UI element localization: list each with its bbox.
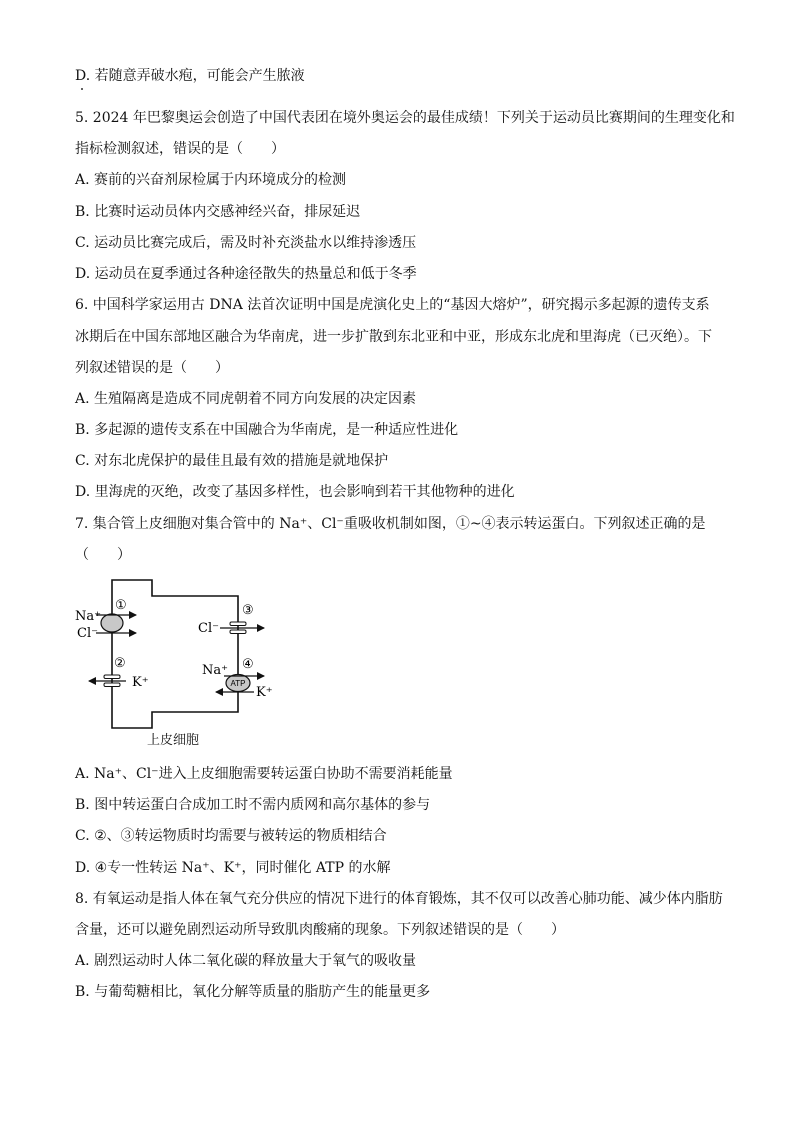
na-label-right: Na⁺ <box>202 663 228 678</box>
stray-dot <box>81 88 83 90</box>
channel-2-bottom <box>104 683 120 687</box>
question-7-stem-line2: （ ） <box>75 547 131 563</box>
option-d-q4: D. 若随意弄破水疱，可能会产生脓液 <box>75 68 305 84</box>
channel-3-bottom <box>230 630 246 634</box>
label-4: ④ <box>242 657 254 672</box>
cl-label-right: Cl⁻ <box>198 621 219 636</box>
question-8-option-b: B. 与葡萄糖相比，氧化分解等质量的脂肪产生的能量更多 <box>75 984 431 1000</box>
cell-outline <box>112 580 238 728</box>
label-1: ① <box>115 598 127 613</box>
k-label-right: K⁺ <box>256 685 273 700</box>
question-7-stem-line1: 7. 集合管上皮细胞对集合管中的 Na⁺、Cl⁻重吸收机制如图，①~④表示转运蛋白。下列叙述正确的是 <box>75 516 706 532</box>
question-8-option-a: A. 剧烈运动时人体二氧化碳的释放量大于氧气的吸收量 <box>75 953 417 969</box>
question-5-option-d: D. 运动员在夏季通过各种途径散失的热量总和低于冬季 <box>75 266 417 282</box>
question-8-stem-line1: 8. 有氧运动是指人体在氧气充分供应的情况下进行的体育锻炼，其不仅可以改善心肺功能、减少体内脂肪 <box>75 891 723 907</box>
channel-2-top <box>104 675 120 679</box>
label-2: ② <box>114 656 126 671</box>
question-7-option-b: B. 图中转运蛋白合成加工时不需内质网和高尔基体的参与 <box>75 797 431 813</box>
atp-label: ATP <box>230 679 246 688</box>
question-5-stem-line1: 5. 2024 年巴黎奥运会创造了中国代表团在境外奥运会的最佳成绩！下列关于运动员比赛期间的生理变化和 <box>75 110 735 126</box>
question-7-option-c: C. ②、③转运物质时均需要与被转运的物质相结合 <box>75 828 387 844</box>
question-5-option-c: C. 运动员比赛完成后，需及时补充淡盐水以维持渗透压 <box>75 235 417 251</box>
question-6-stem-line3: 列叙述错误的是（ ） <box>75 360 229 376</box>
transporter-1 <box>101 614 123 632</box>
question-8-stem-line2: 含量，还可以避免剧烈运动所导致肌肉酸痛的现象。下列叙述错误的是（ ） <box>75 922 565 938</box>
question-6-option-b: B. 多起源的遗传支系在中国融合为华南虎，是一种适应性进化 <box>75 422 459 438</box>
figure-caption: 上皮细胞 <box>147 733 200 748</box>
channel-3-top <box>230 622 246 626</box>
question-6-stem-line1: 6. 中国科学家运用古 DNA 法首次证明中国是虎演化史上的“基因大熔炉”，研究揭示多起源的遗传支系 <box>75 297 710 313</box>
question-6-option-d: D. 里海虎的灭绝，改变了基因多样性，也会影响到若干其他物种的进化 <box>75 484 515 500</box>
question-5-option-a: A. 赛前的兴奋剂尿检属于内环境成分的检测 <box>75 172 347 188</box>
question-6-option-a: A. 生殖隔离是造成不同虎朝着不同方向发展的决定因素 <box>75 391 417 407</box>
cl-label-left: Cl⁻ <box>77 626 98 641</box>
question-5-option-b: B. 比赛时运动员体内交感神经兴奋，排尿延迟 <box>75 204 361 220</box>
question-5-stem-line2: 指标检测叙述，错误的是（ ） <box>75 141 285 157</box>
na-label-left: Na⁺ <box>75 609 101 624</box>
question-7-option-a: A. Na⁺、Cl⁻进入上皮细胞需要转运蛋白协助不需要消耗能量 <box>75 766 453 782</box>
question-6-option-c: C. 对东北虎保护的最佳且最有效的措施是就地保护 <box>75 453 389 469</box>
epithelial-cell-diagram <box>68 576 288 736</box>
question-6-stem-line2: 冰期后在中国东部地区融合为华南虎，进一步扩散到东北亚和中亚，形成东北虎和里海虎（已灭绝）。下 <box>75 329 712 345</box>
k-label-left: K⁺ <box>132 675 149 690</box>
question-7-option-d: D. ④专一性转运 Na⁺、K⁺，同时催化 ATP 的水解 <box>75 860 391 876</box>
label-3: ③ <box>242 603 254 618</box>
